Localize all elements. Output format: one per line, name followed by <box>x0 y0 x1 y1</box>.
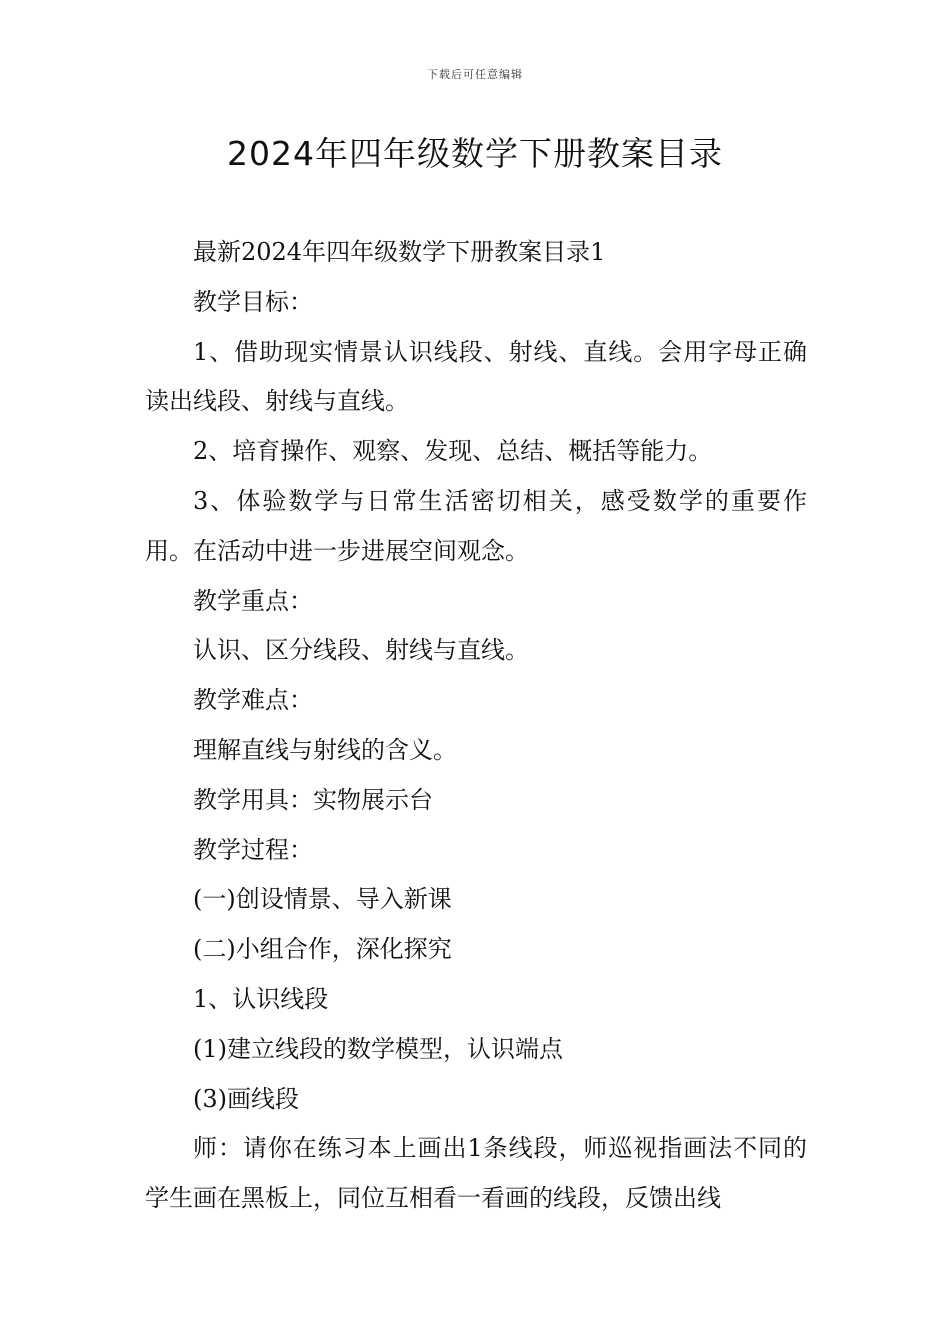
paragraph-process-heading: 教学过程： <box>193 835 313 864</box>
paragraph-key-points: 认识、区分线段、射线与直线。 <box>193 636 529 665</box>
paragraph-difficulties: 理解直线与射线的含义。 <box>193 735 457 764</box>
paragraph-difficulties-heading: 教学难点： <box>193 686 313 715</box>
header-note: 下载后可任意编辑 <box>427 68 523 81</box>
paragraph-draw-segment: (3)画线段 <box>193 1084 299 1113</box>
paragraph-goal-2: 2、培育操作、观察、发现、总结、概括等能力。 <box>193 437 713 466</box>
paragraph-goals-heading: 教学目标： <box>193 287 313 316</box>
paragraph-segment-model: (1)建立线段的数学模型，认识端点 <box>193 1034 563 1063</box>
paragraph-teaching-tools: 教学用具：实物展示台 <box>193 785 433 814</box>
paragraph-step-1: (一)创设情景、导入新课 <box>193 885 452 914</box>
paragraph-goal-1: 1、借助现实情景认识线段、射线、直线。会用字母正确读出线段、射线与直线。 <box>145 337 807 416</box>
paragraph-segment-heading: 1、认识线段 <box>193 984 329 1013</box>
paragraph-step-2: (二)小组合作，深化探究 <box>193 935 452 964</box>
paragraph-teacher-instruction: 师：请你在练习本上画出1条线段，师巡视指画法不同的学生画在黑板上，同位互相看一看画的线段，反馈出线 <box>145 1134 807 1213</box>
paragraph-intro: 最新2024年四年级数学下册教案目录1 <box>193 238 606 266</box>
document-body <box>145 228 807 1224</box>
document-title: 2024年四年级数学下册教案目录 <box>227 134 723 173</box>
paragraph-key-points-heading: 教学重点： <box>193 586 313 615</box>
paragraph-goal-3: 3、体验数学与日常生活密切相关，感受数学的重要作用。在活动中进一步进展空间观念。 <box>145 486 807 565</box>
